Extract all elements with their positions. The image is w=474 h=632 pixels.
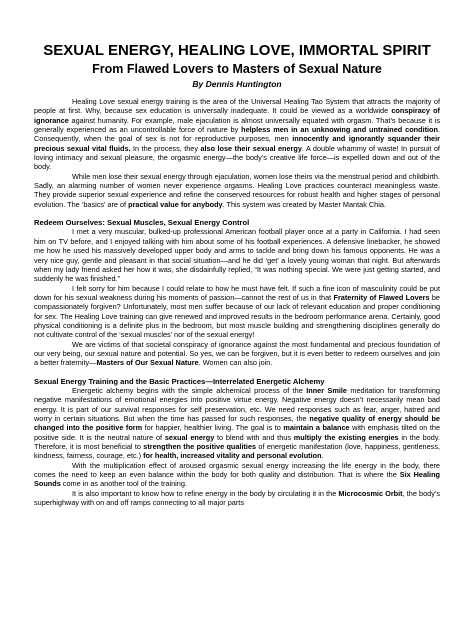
paragraph bbox=[34, 489, 440, 508]
document-title: SEXUAL ENERGY, HEALING LOVE, IMMORTAL SPIRIT bbox=[43, 42, 431, 59]
paragraph bbox=[34, 97, 440, 172]
text-run: I met a very muscular, bulked-up professional American football player once at a party in California. I had seen him on TV before, and I enjoyed talking with him about some of his football experiences. A defensive linebacker, he showed me how he used his massively developed upper body and arms to tackle and bring down his famous opponents. He was a very nice guy, gentle and pleasant in that social situation—and he did ‘get’ a lovely young woman that night. But afterwards when my lady friend asked her how it was, she disdainfully replied, “It was nothing special. We were just getting started, and suddenly he was finished.” bbox=[34, 227, 440, 284]
text-run: . A double whammy of waste! In pursuit of loving intimacy and sexual pleasure, the orgasmic energy—the body’s creative life force—is expelled down and out of the body. bbox=[34, 143, 440, 172]
text-run: . This system was created by Master Mantak Chia. bbox=[222, 199, 386, 209]
emphasized-text: negative quality of energy should be changed into the positive form bbox=[34, 414, 440, 433]
text-run: be compassionately forgiven? Unfortunately, most men suffer because of our lack of relevant education and proper conditioning for sex. The Healing Love training can give renewed and improved results in the bedroom performance arena. Certainly, good physical conditioning is a definite plus in the bedroom, but most muscle building and strengthening disciplines generally do not cultivate control of the ‘sexual muscles’ nor of the sexual energy! bbox=[34, 292, 440, 340]
emphasized-text: Microcosmic Orbit bbox=[338, 488, 403, 498]
section-heading: Sexual Energy Training and the Basic Practices—Interrelated Energetic Alchemy bbox=[34, 376, 325, 386]
text-run: It is also important to know how to refine energy in the body by circulating it in the bbox=[72, 488, 339, 498]
paragraph bbox=[34, 386, 440, 461]
paragraph bbox=[34, 172, 440, 209]
paragraph bbox=[34, 340, 440, 368]
author-byline: By Dennis Huntington bbox=[192, 79, 282, 89]
text-run: for happier, healthier living. The goal is to bbox=[142, 423, 284, 433]
text-run: meditation for transforming negative manifestations of emotional energies into positive virtue energy. Negative energy doesn’t necessarily mean bad energy. It is part of our survival responses for self preservation, etc. We need responses such as fear, anger, hatred and worry in certain situations. But when the time has passed for such responses, the bbox=[34, 385, 440, 423]
text-run: with emphasis tilted on the positive side. It is the neutral nature of bbox=[34, 423, 441, 442]
text-run: In the process, they bbox=[130, 143, 201, 153]
text-run: Healing Love sexual energy training is the area of the Universal Healing Tao System that attracts the majority of people at first. Why, because sex education is universally inadequate. It could be viewed as a worldwide bbox=[34, 97, 440, 116]
text-run: , the body’s superhighway with on and off ramps connecting to all major parts bbox=[34, 488, 440, 508]
paragraph bbox=[34, 227, 440, 283]
emphasized-text: also lose their sexual energy bbox=[200, 143, 302, 153]
emphasized-text: sexual energy bbox=[164, 432, 215, 442]
emphasized-text: Six Healing Sounds bbox=[34, 470, 440, 489]
emphasized-text: strengthen the positive qualities bbox=[143, 442, 257, 452]
emphasized-text: innocently and ignorantly squander their precious sexual vital fluids. bbox=[34, 134, 440, 153]
text-run: against humanity. For example, male ejaculation is almost universally equated with orgasm. That’s because it is generally experienced as an uncontrollable force of nature by bbox=[34, 115, 440, 135]
paragraph bbox=[34, 284, 440, 340]
paragraph bbox=[34, 461, 440, 489]
section-heading: Redeem Ourselves: Sexual Muscles, Sexual Energy Control bbox=[34, 218, 250, 228]
emphasized-text: Inner Smile bbox=[306, 385, 347, 395]
text-run: With the multiplication effect of aroused orgasmic sexual energy increasing the life energy in the body, there comes the need to keep an even balance within the body for both quality and distribution. That is where the bbox=[34, 460, 440, 480]
text-run: I felt sorry for him because I could relate to how he must have felt. If such a fine icon of masculinity could be put down for his sexual weakness during his moments of passion—cannot the rest of us in that bbox=[34, 283, 440, 302]
emphasized-text: for health, increased vitality and personal evolution bbox=[143, 451, 322, 461]
emphasized-text: multiply the existing energies bbox=[293, 432, 399, 442]
emphasized-text: helpless men in an unknowing and untrained condition bbox=[241, 125, 438, 135]
emphasized-text: maintain a balance bbox=[283, 423, 350, 433]
text-run: come in as another tool of the training. bbox=[60, 479, 187, 489]
text-run: Energetic alchemy begins with the simple alchemical process of the bbox=[72, 385, 307, 395]
emphasized-text: practical value for anybody bbox=[128, 199, 223, 209]
text-run: We are victims of that societal conspiracy of ignorance against the most fundamental and precious foundation of our very being, our sexual nature and potential. So yes, we can be forgiven, but it is even better to redeem ourselves and join a better fraternity— bbox=[34, 339, 440, 368]
text-run: of energetic manifestation (love, happiness, gentleness, kindness, fairness, courage, etc.) bbox=[34, 442, 440, 461]
emphasized-text: Masters of Our Sexual Nature bbox=[96, 358, 199, 368]
text-run: While men lose their sexual energy through ejaculation, women lose theirs via the menstrual period and childbirth. Sadly, an alarming number of women never experience orgasms. Healing Love practices counteract meaningless waste. They provide superior sexual experience and refine the conserved resources for robust health and higher stages of personal evolution. The ‘basics’ are of bbox=[34, 171, 440, 209]
text-run: . bbox=[321, 451, 324, 461]
emphasized-text: conspiracy of ignorance bbox=[34, 106, 440, 125]
text-run: . Consequently, when the goal of sex is not for reproductive purposes, men bbox=[34, 125, 440, 144]
text-run: . Women can also join. bbox=[198, 358, 273, 368]
text-run: to blend with and thus bbox=[214, 432, 294, 442]
text-run: in the body. Therefore, it is most beneficial to bbox=[34, 432, 440, 452]
emphasized-text: Fraternity of Flawed Lovers bbox=[333, 292, 430, 302]
document-subtitle: From Flawed Lovers to Masters of Sexual Nature bbox=[92, 62, 382, 76]
article-body bbox=[34, 97, 440, 507]
